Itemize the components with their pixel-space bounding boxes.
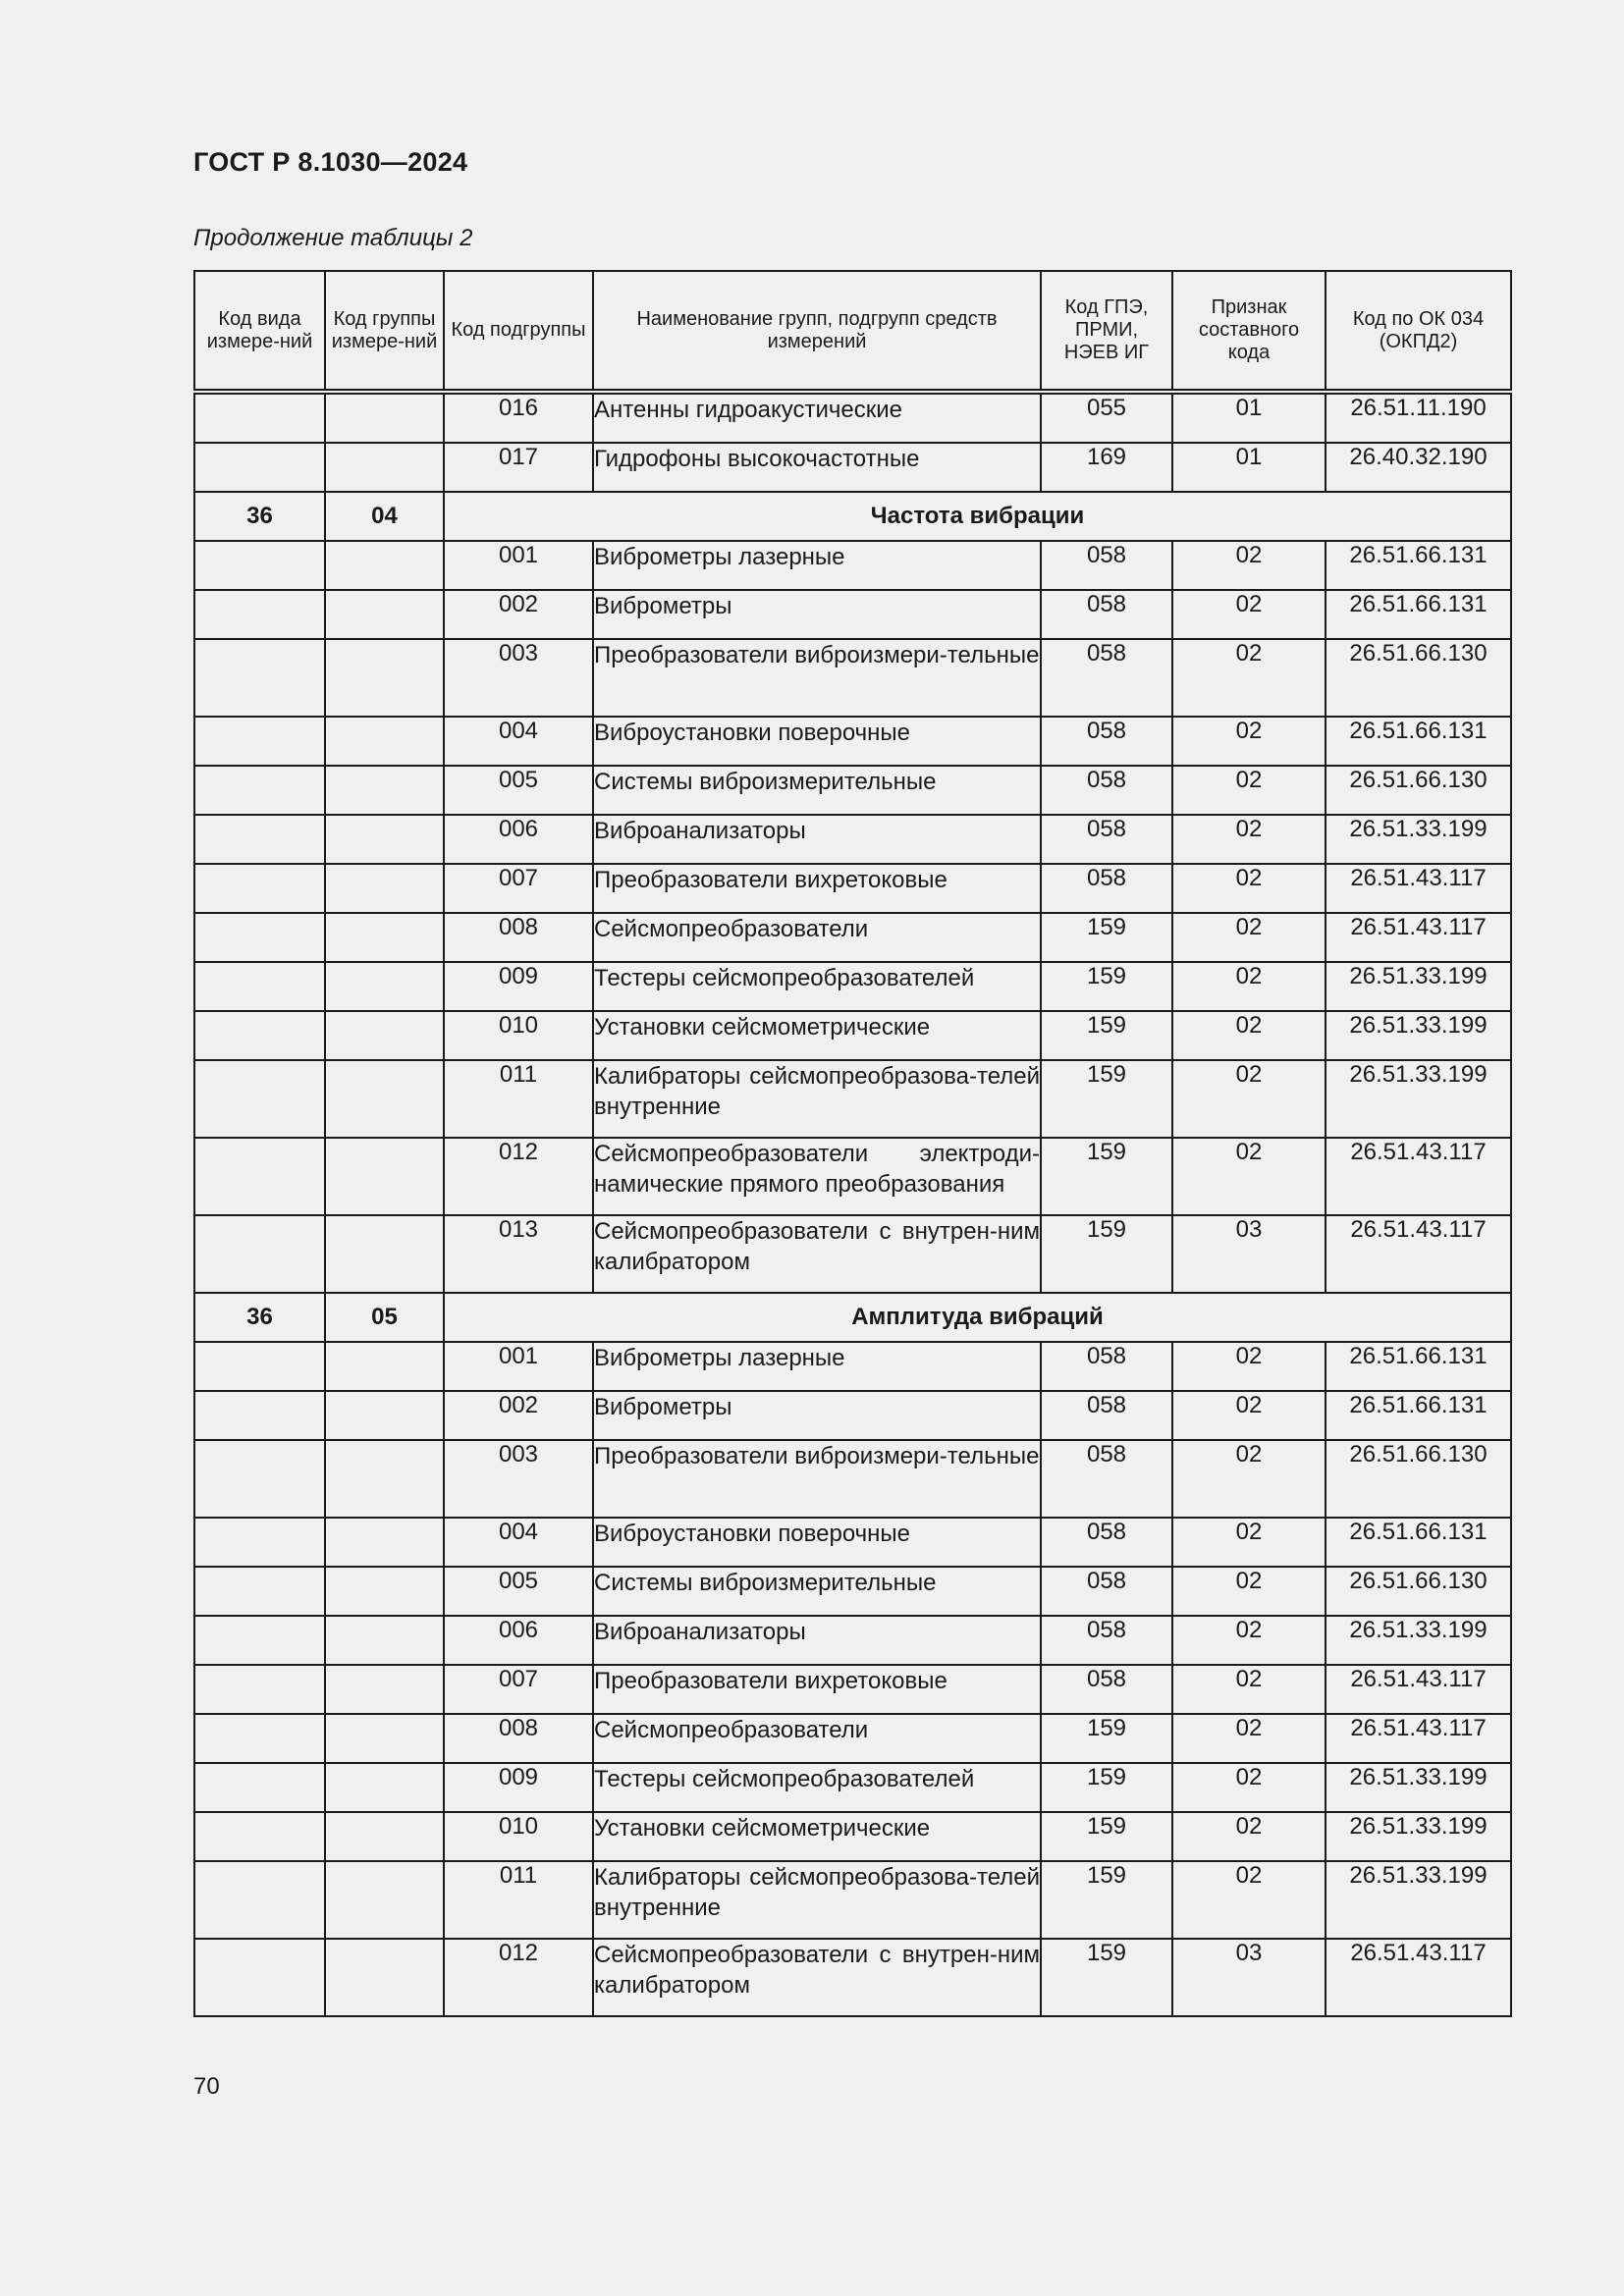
gpe-cell: 159 [1041,1861,1172,1939]
code-cell: 010 [444,1812,593,1861]
table-row [194,1812,1511,1861]
empty-cell [194,962,325,1011]
flag-cell: 02 [1172,1518,1326,1567]
okpd-cell: 26.51.43.117 [1326,1939,1511,2016]
okpd-cell: 26.51.33.199 [1326,1861,1511,1939]
name-cell: Виброанализаторы [593,1616,1041,1665]
empty-cell [325,815,444,864]
name-cell: Преобразователи вихретоковые [593,864,1041,913]
code-cell: 002 [444,590,593,639]
table-row [194,1215,1511,1293]
code-cell: 005 [444,1567,593,1616]
empty-cell [194,766,325,815]
table-row [194,766,1511,815]
gpe-cell: 159 [1041,1939,1172,2016]
title-cell: Амплитуда вибраций [444,1293,1511,1342]
gpe-cell: 058 [1041,1440,1172,1518]
okpd-cell: 26.51.43.117 [1326,1138,1511,1215]
code-cell: 003 [444,1440,593,1518]
code-cell: 007 [444,864,593,913]
empty-cell [194,1665,325,1714]
table-header-row [194,271,1511,392]
empty-cell [194,1215,325,1293]
empty-cell [194,717,325,766]
gpe-cell: 159 [1041,913,1172,962]
section-header-row [194,492,1511,541]
gpe-cell: 159 [1041,1138,1172,1215]
name-cell: Виброметры лазерные [593,541,1041,590]
table-row [194,1342,1511,1391]
table-row [194,1665,1511,1714]
code-cell: 012 [444,1939,593,2016]
empty-cell [325,1567,444,1616]
table-row [194,864,1511,913]
okpd-cell: 26.51.43.117 [1326,1714,1511,1763]
okpd-cell: 26.51.33.199 [1326,1812,1511,1861]
empty-cell [325,590,444,639]
name-cell: Виброанализаторы [593,815,1041,864]
code-cell: 012 [444,1138,593,1215]
gpe-cell: 058 [1041,1616,1172,1665]
table-row [194,1138,1511,1215]
gpe-cell: 159 [1041,1215,1172,1293]
flag-cell: 02 [1172,1391,1326,1440]
name-cell: Тестеры сейсмопреобразователей [593,962,1041,1011]
name-cell: Сейсмопреобразователи электроди-намические прямого преобразования [593,1138,1041,1215]
name-cell: Виброустановки поверочные [593,717,1041,766]
name-cell: Виброметры [593,590,1041,639]
empty-cell [325,962,444,1011]
empty-cell [194,1616,325,1665]
flag-cell: 02 [1172,1714,1326,1763]
empty-cell [194,1812,325,1861]
empty-cell [194,1391,325,1440]
okpd-cell: 26.51.66.131 [1326,590,1511,639]
empty-cell [194,913,325,962]
flag-cell: 02 [1172,639,1326,717]
name-cell: Сейсмопреобразователи с внутрен-ним калибратором [593,1215,1041,1293]
title-cell: Частота вибрации [444,492,1511,541]
column-header: Код ГПЭ, ПРМИ, НЭЕВ ИГ [1041,271,1172,392]
code-cell: 011 [444,1861,593,1939]
name-cell: Установки сейсмометрические [593,1812,1041,1861]
okpd-cell: 26.51.66.130 [1326,639,1511,717]
gpe-cell: 058 [1041,864,1172,913]
name-cell: Сейсмопреобразователи [593,1714,1041,1763]
code-cell: 002 [444,1391,593,1440]
code-cell: 009 [444,1763,593,1812]
table-row [194,815,1511,864]
gpe-cell: 055 [1041,392,1172,443]
flag-cell: 02 [1172,1011,1326,1060]
okpd-cell: 26.51.66.130 [1326,766,1511,815]
flag-cell: 02 [1172,1567,1326,1616]
empty-cell [194,815,325,864]
gpe-cell: 058 [1041,1567,1172,1616]
name-cell: Системы виброизмерительные [593,766,1041,815]
table-row [194,717,1511,766]
code-cell: 006 [444,815,593,864]
flag-cell: 02 [1172,815,1326,864]
empty-cell [325,1812,444,1861]
gpe-cell: 058 [1041,815,1172,864]
table-row [194,1518,1511,1567]
empty-cell [325,1616,444,1665]
empty-cell [194,392,325,443]
flag-cell: 02 [1172,766,1326,815]
flag-cell: 02 [1172,1342,1326,1391]
table-row [194,1567,1511,1616]
name-cell: Установки сейсмометрические [593,1011,1041,1060]
gpe-cell: 058 [1041,717,1172,766]
flag-cell: 02 [1172,1812,1326,1861]
empty-cell [325,766,444,815]
empty-cell [325,1440,444,1518]
gpe-cell: 058 [1041,590,1172,639]
table-row [194,443,1511,492]
code-cell: 006 [444,1616,593,1665]
okpd-cell: 26.51.66.131 [1326,717,1511,766]
code-cell: 017 [444,443,593,492]
empty-cell [325,639,444,717]
column-header: Наименование групп, подгрупп средств измерений [593,271,1041,392]
gpe-cell: 159 [1041,1714,1172,1763]
empty-cell [325,1391,444,1440]
code-cell: 008 [444,1714,593,1763]
empty-cell [325,1939,444,2016]
gpe-cell: 159 [1041,962,1172,1011]
flag-cell: 02 [1172,1861,1326,1939]
gpe-cell: 058 [1041,766,1172,815]
empty-cell [194,443,325,492]
section-header-row [194,1293,1511,1342]
gpe-cell: 159 [1041,1060,1172,1138]
table-row [194,590,1511,639]
okpd-cell: 26.51.43.117 [1326,864,1511,913]
column-header: Код группы измере-ний [325,271,444,392]
empty-cell [325,1011,444,1060]
okpd-cell: 26.51.66.130 [1326,1440,1511,1518]
code-cell: 011 [444,1060,593,1138]
empty-cell [194,1714,325,1763]
flag-cell: 03 [1172,1215,1326,1293]
flag-cell: 02 [1172,590,1326,639]
gpe-cell: 058 [1041,639,1172,717]
empty-cell [325,1714,444,1763]
table-row [194,392,1511,443]
empty-cell [325,1665,444,1714]
name-cell: Гидрофоны высокочастотные [593,443,1041,492]
table-row [194,1060,1511,1138]
okpd-cell: 26.51.33.199 [1326,1011,1511,1060]
measurement-table [193,270,1512,2017]
empty-cell [325,1518,444,1567]
okpd-cell: 26.51.66.131 [1326,1342,1511,1391]
empty-cell [194,639,325,717]
empty-cell [194,1763,325,1812]
empty-cell [325,443,444,492]
empty-cell [325,1060,444,1138]
flag-cell: 02 [1172,1440,1326,1518]
column-header: Признак составного кода [1172,271,1326,392]
empty-cell [194,864,325,913]
empty-cell [194,1518,325,1567]
column-header: Код по ОК 034 (ОКПД2) [1326,271,1511,392]
flag-cell: 02 [1172,1665,1326,1714]
name-cell: Тестеры сейсмопреобразователей [593,1763,1041,1812]
empty-cell [325,392,444,443]
empty-cell [194,1138,325,1215]
table-row [194,541,1511,590]
document-header: ГОСТ Р 8.1030—2024 [193,147,468,177]
code-cell: 010 [444,1011,593,1060]
flag-cell: 01 [1172,392,1326,443]
flag-cell: 02 [1172,962,1326,1011]
okpd-cell: 26.51.43.117 [1326,1215,1511,1293]
code-cell: 004 [444,1518,593,1567]
flag-cell: 02 [1172,864,1326,913]
table-row [194,1011,1511,1060]
name-cell: Системы виброизмерительные [593,1567,1041,1616]
name-cell: Сейсмопреобразователи с внутрен-ним калибратором [593,1939,1041,2016]
gpe-cell: 169 [1041,443,1172,492]
gpe-cell: 058 [1041,1665,1172,1714]
group-cell: 04 [325,492,444,541]
flag-cell: 02 [1172,1138,1326,1215]
name-cell: Калибраторы сейсмопреобразова-телей внутренние [593,1060,1041,1138]
table-row [194,1763,1511,1812]
page-number: 70 [193,2073,220,2100]
code-cell: 009 [444,962,593,1011]
okpd-cell: 26.51.43.117 [1326,1665,1511,1714]
empty-cell [194,1342,325,1391]
okpd-cell: 26.51.33.199 [1326,1763,1511,1812]
name-cell: Антенны гидроакустические [593,392,1041,443]
empty-cell [194,590,325,639]
okpd-cell: 26.51.66.131 [1326,1391,1511,1440]
okpd-cell: 26.51.11.190 [1326,392,1511,443]
empty-cell [325,541,444,590]
code-cell: 004 [444,717,593,766]
flag-cell: 03 [1172,1939,1326,2016]
empty-cell [194,541,325,590]
empty-cell [325,1342,444,1391]
gpe-cell: 058 [1041,541,1172,590]
code-cell: 005 [444,766,593,815]
name-cell: Преобразователи виброизмери-тельные [593,1440,1041,1518]
table-row [194,1440,1511,1518]
flag-cell: 02 [1172,1060,1326,1138]
table-row [194,962,1511,1011]
gpe-cell: 159 [1041,1812,1172,1861]
code-cell: 003 [444,639,593,717]
name-cell: Сейсмопреобразователи [593,913,1041,962]
okpd-cell: 26.51.66.131 [1326,1518,1511,1567]
name-cell: Виброметры [593,1391,1041,1440]
table-row [194,639,1511,717]
name-cell: Калибраторы сейсмопреобразова-телей внутренние [593,1861,1041,1939]
empty-cell [194,1567,325,1616]
name-cell: Преобразователи виброизмери-тельные [593,639,1041,717]
table-row [194,1714,1511,1763]
okpd-cell: 26.51.66.130 [1326,1567,1511,1616]
gpe-cell: 058 [1041,1342,1172,1391]
gpe-cell: 159 [1041,1763,1172,1812]
code-cell: 016 [444,392,593,443]
empty-cell [194,1939,325,2016]
empty-cell [194,1060,325,1138]
code-cell: 007 [444,1665,593,1714]
okpd-cell: 26.51.43.117 [1326,913,1511,962]
flag-cell: 02 [1172,541,1326,590]
okpd-cell: 26.51.66.131 [1326,541,1511,590]
code-cell: 001 [444,1342,593,1391]
empty-cell [325,1138,444,1215]
gpe-cell: 058 [1041,1391,1172,1440]
flag-cell: 02 [1172,717,1326,766]
table-row [194,1939,1511,2016]
okpd-cell: 26.51.33.199 [1326,1616,1511,1665]
okpd-cell: 26.51.33.199 [1326,1060,1511,1138]
table-row [194,913,1511,962]
empty-cell [325,1215,444,1293]
empty-cell [325,864,444,913]
empty-cell [194,1011,325,1060]
empty-cell [325,1763,444,1812]
flag-cell: 02 [1172,1616,1326,1665]
flag-cell: 02 [1172,1763,1326,1812]
empty-cell [325,717,444,766]
code-cell: 001 [444,541,593,590]
group-cell: 05 [325,1293,444,1342]
table-row [194,1616,1511,1665]
code-cell: 013 [444,1215,593,1293]
name-cell: Преобразователи вихретоковые [593,1665,1041,1714]
gpe-cell: 058 [1041,1518,1172,1567]
okpd-cell: 26.40.32.190 [1326,443,1511,492]
column-header: Код подгруппы [444,271,593,392]
column-header: Код вида измере-ний [194,271,325,392]
gpe-cell: 159 [1041,1011,1172,1060]
empty-cell [325,913,444,962]
empty-cell [325,1861,444,1939]
empty-cell [194,1440,325,1518]
flag-cell: 01 [1172,443,1326,492]
okpd-cell: 26.51.33.199 [1326,962,1511,1011]
code-cell: 008 [444,913,593,962]
flag-cell: 02 [1172,913,1326,962]
kind-cell: 36 [194,1293,325,1342]
table-row [194,1861,1511,1939]
table-caption: Продолжение таблицы 2 [193,225,473,251]
empty-cell [194,1861,325,1939]
table-row [194,1391,1511,1440]
name-cell: Виброустановки поверочные [593,1518,1041,1567]
name-cell: Виброметры лазерные [593,1342,1041,1391]
table-body [194,392,1511,2016]
kind-cell: 36 [194,492,325,541]
okpd-cell: 26.51.33.199 [1326,815,1511,864]
